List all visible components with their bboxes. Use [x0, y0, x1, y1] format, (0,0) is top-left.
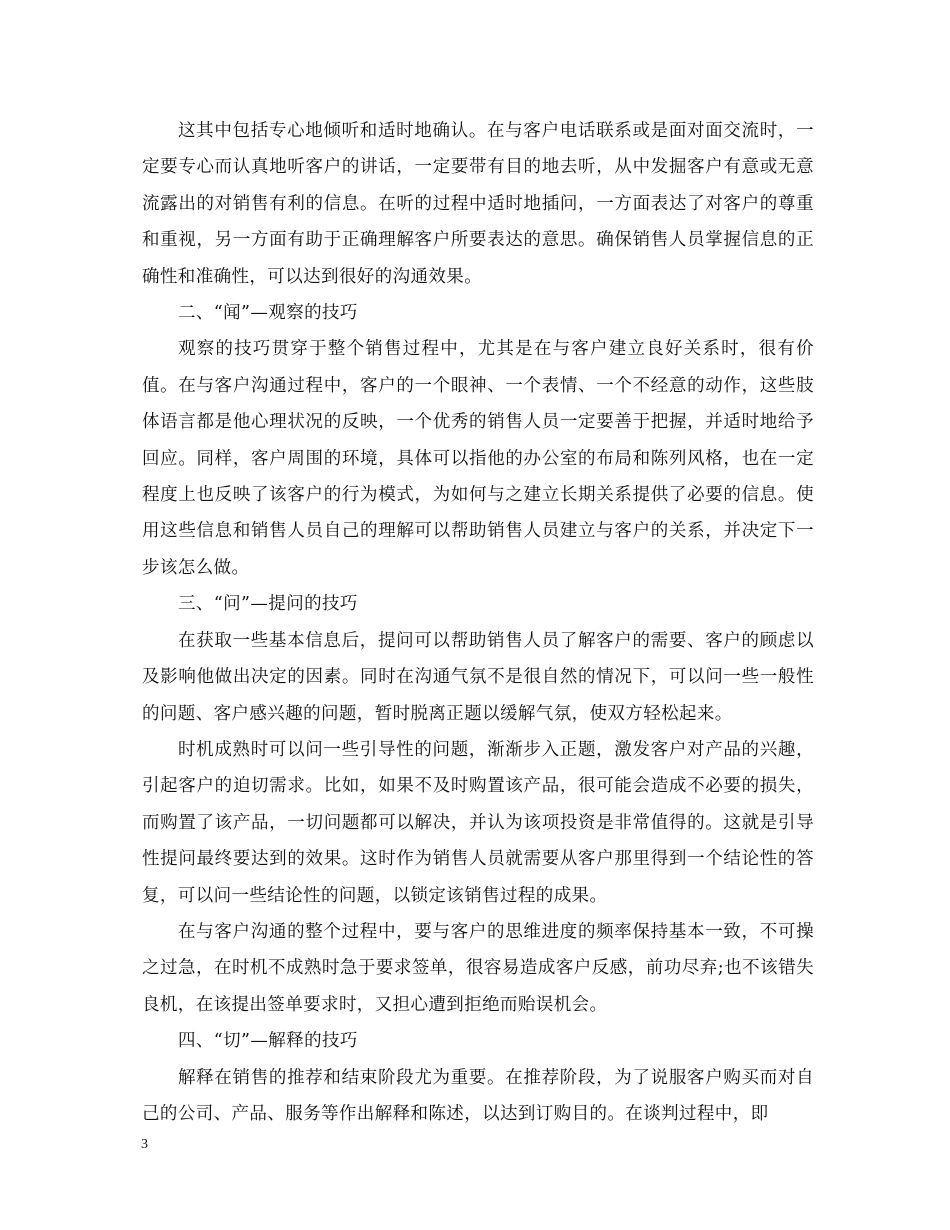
- paragraph-questioning-guiding: 时机成熟时可以问一些引导性的问题，渐渐步入正题，激发客户对产品的兴趣，引起客户的迫切需求。比如，如果不及时购置该产品，很可能会造成不必要的损失，而购置了该产品，一切问题都可以解决，并认为该项投资是非常值得的。这就是引导性提问最终要达到的效果。这时作为销售人员就需要从客户那里得到一个结论性的答复，可以问一些结论性的问题，以锁定该销售过程的成果。: [142, 739, 814, 906]
- paragraph-explanation: 解释在销售的推荐和结束阶段尤为重要。在推荐阶段，为了说服客户购买而对自己的公司、产品、服务等作出解释和陈述，以达到订购目的。在谈判过程中，即: [142, 1067, 814, 1124]
- paragraph-questioning-basic: 在获取一些基本信息后，提问可以帮助销售人员了解客户的需要、客户的顾虑以及影响他做出决定的因素。同时在沟通气氛不是很自然的情况下，可以问一些一般性的问题、客户感兴趣的问题，暂时脱离正题以缓解气氛，使双方轻松起来。: [142, 630, 814, 724]
- paragraph-listening: 这其中包括专心地倾听和适时地确认。在与客户电话联系或是面对面交流时，一定要专心而认真地听客户的讲话，一定要带有目的地去听，从中发掘客户有意或无意流露出的对销售有利的信息。在听的过程中适时地插问，一方面表达了对客户的尊重和重视，另一方面有助于正确理解客户所要表达的意思。确保销售人员掌握信息的正确性和准确性，可以达到很好的沟通效果。: [142, 121, 814, 287]
- section-heading-observation: 二、“闻”—观察的技巧: [178, 303, 358, 324]
- page-number: 3: [141, 1137, 148, 1152]
- section-heading-explanation: 四、“切”—解释的技巧: [178, 1031, 358, 1052]
- paragraph-questioning-pace: 在与客户沟通的整个过程中，要与客户的思维进度的频率保持基本一致，不可操之过急，在时机不成熟时急于要求签单，很容易造成客户反感，前功尽弃;也不该错失良机，在该提出签单要求时，又担心遭到拒绝而贻误机会。: [142, 921, 814, 1015]
- section-heading-questioning: 三、“问”—提问的技巧: [178, 594, 358, 615]
- paragraph-observation: 观察的技巧贯穿于整个销售过程中，尤其是在与客户建立良好关系时，很有价值。在与客户沟通过程中，客户的一个眼神、一个表情、一个不经意的动作，这些肢体语言都是他心理状况的反映，一个优秀的销售人员一定要善于把握，并适时地给予回应。同样，客户周围的环境，具体可以指他的办公室的布局和陈列风格，也在一定程度上也反映了该客户的行为模式，为如何与之建立长期关系提供了必要的信息。使用这些信息和销售人员自己的理解可以帮助销售人员建立与客户的关系，并决定下一步该怎么做。: [142, 339, 814, 578]
- document-body: [142, 113, 814, 1132]
